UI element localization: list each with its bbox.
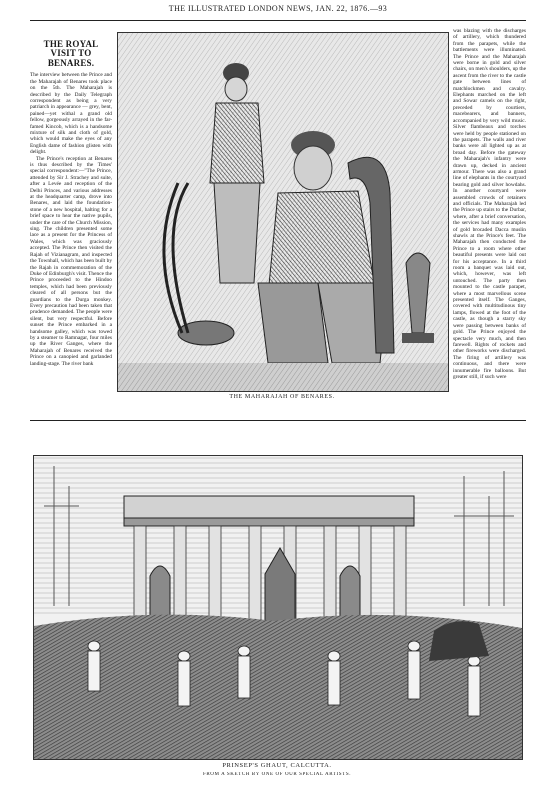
section-rule xyxy=(30,420,526,421)
masthead-rule xyxy=(30,20,526,21)
article-column-left xyxy=(30,32,112,412)
article-paragraph: The Prince's reception at Benares is thus described by the Times' special correspondent:—"The Prince, attended by Sir J. Strachey and suite, after a Levée and reception of the Delhi Princes, and various addresses at the headquarter camp, drove into Benares, and laid the foundation-stone of a new hospital, halting for a brief space to hear the native pupils, under the care of the Church Mission, sing. The children presented some lace as a present for the Princess of Wales, which was graciously accepted. The Prince then visited the Rajah of Vizianagram, and inspected the Townhall, which has been built by the Rajah in commemoration of the Duke of Edinburgh's visit. Thence the Prince proceeded to the Hindoo temples, which had been previously cleared of all persons but the guardians to the Durga monkey. Every precaution had been taken that prudence demanded. The people were silent, but very respectful. Before sunset the Prince embarked in a handsome galley, which was towed by a steamer to Ramnagar, four miles up the River Ganges, where the Maharajah of Benares received the Prince on a canopied and garlanded landing-stage. The river bank xyxy=(30,155,112,367)
article-paragraph: The interview between the Prince and the Maharajah of Benares took place on the 5th. The Maharajah is described by the Daily Telegraph correspondent as being a very patriarch in appearance — grey, bent, pained—yet withal a grand old fellow, gorgeously arrayed in the far-famed Kincob, which is a handsome mixture of silk and cloth of gold, which would make the eyes of any English dame of fashion glisten with delight. xyxy=(30,72,112,156)
scene-caption: PRINSEP'S GHAUT, CALCUTTA. xyxy=(222,762,332,769)
article-paragraph: was blazing with the discharges of artillery, which thundered from the parapets, while the battlements were illuminated. The Prince and the Maharajah were borne in gold and silver chairs, on men's shoulders, up the ascent from the river to the castle gate between lines of matchlockmen and cavalry. Elephants marched on the left and Sowar camels on the right, preceded by courtiers, macebearers, and banners, accompanied by very wild music. Silver flambeaux and torches were held by people stationed on the parapets. The walls and river banks were all lighted up as at broad day. Before the gateway the Maharajah's infantry were drawn up, decked in ancient armour. There was also a grand line of elephants in the courtyard bearing gold and silver howdahs. In another courtyard were assembled crowds of retainers and officials. The Maharajah led the Prince up stairs to the Durbar, where, after a brief conversation, the services had many examples of gold brocaded Dacca muslin shawls at the Prince's feet. The Maharajah then conducted the Prince to a room where other beautiful presents were laid out for his acceptance. In a third room a banquet was laid out, which, however, was left untouched. The party then mounted to the castle parapet, where a most marvellous scene presented itself. The Ganges, covered with multitudinous tiny lamps, flowed at the foot of the castle, as though a starry sky were passing between banks of gold. The Prince enjoyed the spectacle very much, and then farewell. Rights of rockets and other fireworks were discharged. The firing of artillery was continuous, and there were innumerable fire balloons. But greater still, if such were xyxy=(453,28,526,380)
scene-illustration xyxy=(34,456,522,759)
article-headline: THE ROYAL VISIT TO BENARES. xyxy=(43,39,99,68)
maharajah-portrait-engraving xyxy=(117,32,449,392)
portrait-illustration xyxy=(118,33,448,391)
masthead: THE ILLUSTRATED LONDON NEWS, JAN. 22, 1876.—93 xyxy=(168,4,388,13)
prinseps-ghaut-engraving xyxy=(33,455,523,760)
portrait-caption: THE MAHARAJAH OF BENARES. xyxy=(229,394,335,400)
scene-credit: FROM A SKETCH BY ONE OF OUR SPECIAL ARTISTS. xyxy=(202,772,352,777)
article-column-right xyxy=(453,28,526,412)
